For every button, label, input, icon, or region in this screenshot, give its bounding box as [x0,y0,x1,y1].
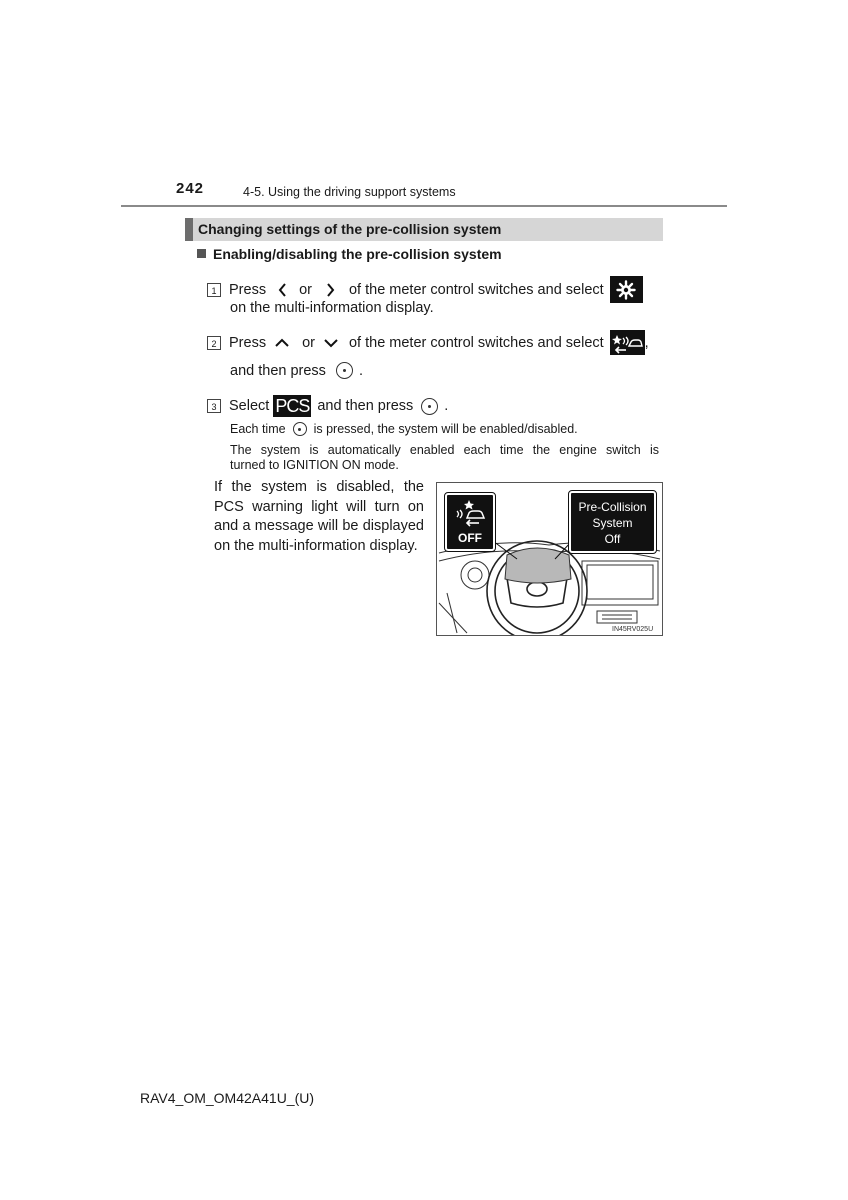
dashboard-illustration [436,482,663,636]
step-number-1: 1 [207,283,221,297]
note-1 [230,422,578,436]
step-1-line-2 [230,300,434,316]
subheading [197,246,502,262]
message-line-3: Off [604,532,621,546]
message-line-1: Pre-Collision [578,500,647,514]
step-2-then-press: and then press [230,362,326,379]
step-2-line-1 [207,330,649,355]
step-3-line [207,395,448,417]
chevron-left-icon [278,283,287,297]
step-1-press: Press [229,281,267,298]
message-line-2: System [592,516,633,530]
pcs-label-text: PCS [275,395,310,416]
step-3-then-press: and then press [317,398,414,414]
pcs-warning-icon [447,497,493,527]
ok-button-icon [421,398,438,415]
chevron-up-icon [274,338,290,348]
chevron-right-icon [326,283,335,297]
note-1-b: is pressed, the system will be enabled/disabled. [313,422,578,436]
section-heading-bar [185,218,663,241]
subheading-text: Enabling/disabling the pre-collision system [213,246,502,262]
section-heading: Changing settings of the pre-collision system [198,221,502,237]
note-2-line-2: turned to IGNITION ON mode. [230,458,399,472]
pcs-label-icon [273,395,311,417]
step-1-text: of the meter control switches and select [348,281,604,298]
ok-button-icon [293,422,307,436]
figure-code: IN45RV025U [612,626,654,633]
footer-code: RAV4_OM_OM42A41U_(U) [140,1090,315,1106]
step-3-select: Select [229,398,270,414]
pcs-off-label: OFF [458,531,482,545]
step-2-period: . [358,362,363,379]
step-1-or: or [299,281,312,298]
pcs-message-callout [569,491,656,553]
step-2-press: Press [229,334,267,351]
ok-button-icon [336,362,353,379]
note-1-a: Each time [230,422,286,436]
step-1-line-1 [207,276,643,303]
pcs-icon [610,330,645,355]
step-3-period: . [444,398,449,414]
section-title: 4-5. Using the driving support systems [243,185,456,199]
step-1-text-2: on the multi-information display. [230,300,434,316]
step-2-line-2 [230,362,363,379]
pcs-warning-light-callout [445,493,495,551]
note-2-line-1: The system is automatically enabled each time the engine switch is [230,443,659,457]
step-2-text: of the meter control switches and select [348,334,604,351]
page-number: 242 [176,180,205,197]
step-2-comma: , [644,334,649,351]
chevron-down-icon [323,338,339,348]
step-number-3: 3 [207,399,221,413]
body-paragraph: If the system is disabled, the PCS warning light will turn on and a message will be displayed on the multi-information display. [214,479,424,554]
header-rule [121,205,727,207]
step-2-or: or [302,334,315,351]
step-number-2: 2 [207,336,221,350]
gear-icon [610,276,643,303]
bullet-square-icon [197,249,206,258]
